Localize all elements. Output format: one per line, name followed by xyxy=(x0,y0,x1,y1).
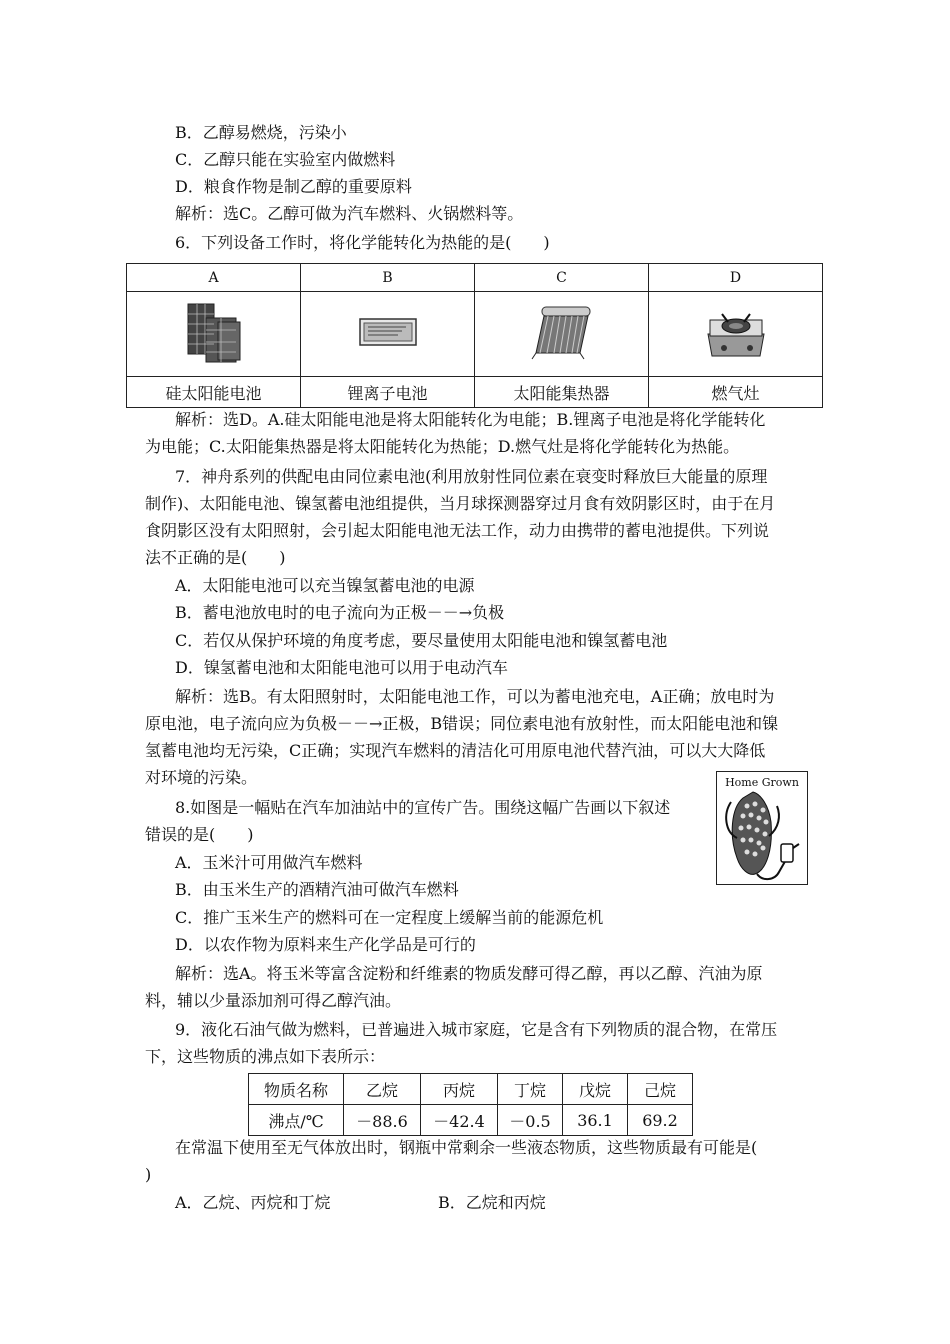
gas-stove-image xyxy=(649,292,823,377)
question-9-q-line2: ) xyxy=(145,1165,152,1184)
bp-header-pentane: 戊烷 xyxy=(563,1074,628,1105)
question-9-line1: 9．液化石油气做为燃料，已普遍进入城市家庭，它是含有下列物质的混合物，在常压 xyxy=(175,1020,778,1039)
answer-7-line2: 原电池，电子流向应为负极－－→正极，B错误；同位素电池有放射性，而太阳能电池和镍 xyxy=(145,714,779,733)
bp-header-ethane: 乙烷 xyxy=(344,1074,421,1105)
solar-panel-image xyxy=(127,292,301,377)
answer-6-line2: 为电能；C.太阳能集热器是将太阳能转化为热能；D.燃气灶是将化学能转化为热能。 xyxy=(145,437,740,456)
bp-pentane: 36.1 xyxy=(563,1105,628,1136)
col-header-a: A xyxy=(127,264,301,292)
devices-table xyxy=(126,263,823,408)
question-7-line1: 7．神舟系列的供配电由同位素电池(利用放射性同位素在衰变时释放巨大能量的原理 xyxy=(175,467,768,486)
option-8c: C．推广玉米生产的燃料可在一定程度上缓解当前的能源危机 xyxy=(175,908,604,927)
bp-propane: －42.4 xyxy=(421,1105,498,1136)
question-6-stem: 6．下列设备工作时，将化学能转化为热能的是( ) xyxy=(175,233,550,252)
corn-fuel-nozzle-icon xyxy=(717,788,807,884)
device-label-c: 太阳能集热器 xyxy=(475,377,649,408)
question-7-line2: 制作)、太阳能电池、镍氢蓄电池组提供，当月球探测器穿过月食有效阴影区时，由于在月 xyxy=(145,494,776,513)
option-9b: B．乙烷和丙烷 xyxy=(438,1193,546,1212)
bp-ethane: －88.6 xyxy=(344,1105,421,1136)
question-7-line4: 法不正确的是( ) xyxy=(145,548,286,567)
option-9a: A．乙烷、丙烷和丁烷 xyxy=(175,1193,331,1212)
answer-8-line2: 料，辅以少量添加剂可得乙醇汽油。 xyxy=(145,991,402,1010)
option-5c: C．乙醇只能在实验室内做燃料 xyxy=(175,150,396,169)
answer-6-line1: 解析：选D。A.硅太阳能电池是将太阳能转化为电能；B.锂离子电池是将化学能转化 xyxy=(175,410,766,429)
question-9-line2: 下，这些物质的沸点如下表所示： xyxy=(145,1047,386,1066)
option-7a: A．太阳能电池可以充当镍氢蓄电池的电源 xyxy=(175,576,475,595)
bp-butane: －0.5 xyxy=(498,1105,563,1136)
answer-7-line1: 解析：选B。有太阳照射时，太阳能电池工作，可以为蓄电池充电，A正确；放电时为 xyxy=(175,687,775,706)
answer-5: 解析：选C。乙醇可做为汽车燃料、火锅燃料等。 xyxy=(175,204,524,223)
option-8d: D．以农作物为原料来生产化学品是可行的 xyxy=(175,935,476,954)
bp-header-name: 物质名称 xyxy=(249,1074,344,1105)
option-8a: A．玉米汁可用做汽车燃料 xyxy=(175,853,363,872)
device-label-a: 硅太阳能电池 xyxy=(127,377,301,408)
device-label-b: 锂离子电池 xyxy=(301,377,475,408)
option-5d: D．粮食作物是制乙醇的重要原料 xyxy=(175,177,412,196)
lithium-battery-image xyxy=(301,292,475,377)
option-7c: C．若仅从保护环境的角度考虑，要尽量使用太阳能电池和镍氢蓄电池 xyxy=(175,631,668,650)
answer-7-line4: 对环境的污染。 xyxy=(145,768,258,787)
col-header-b: B xyxy=(301,264,475,292)
col-header-d: D xyxy=(649,264,823,292)
bp-header-butane: 丁烷 xyxy=(498,1074,563,1105)
option-7b: B．蓄电池放电时的电子流向为正极－－→负极 xyxy=(175,603,505,622)
solar-collector-image xyxy=(475,292,649,377)
bp-header-hexane: 己烷 xyxy=(628,1074,693,1105)
bp-label: 沸点/℃ xyxy=(249,1105,344,1136)
option-5b: B．乙醇易燃烧，污染小 xyxy=(175,123,347,142)
question-7-line3: 食阴影区没有太阳照射，会引起太阳能电池无法工作，动力由携带的蓄电池提供。下列说 xyxy=(145,521,770,540)
bp-hexane: 69.2 xyxy=(628,1105,693,1136)
ad-title: Home Grown xyxy=(725,776,799,789)
option-7d: D．镍氢蓄电池和太阳能电池可以用于电动汽车 xyxy=(175,658,508,677)
home-grown-ad xyxy=(716,771,808,885)
answer-7-line3: 氢蓄电池均无污染，C正确；实现汽车燃料的清洁化可用原电池代替汽油，可以大大降低 xyxy=(145,741,766,760)
option-8b: B．由玉米生产的酒精汽油可做汽车燃料 xyxy=(175,880,459,899)
device-label-d: 燃气灶 xyxy=(649,377,823,408)
question-9-q-line1: 在常温下使用至无气体放出时，钢瓶中常剩余一些液态物质，这些物质最有可能是( xyxy=(175,1138,758,1157)
question-8-line1: 8.如图是一幅贴在汽车加油站中的宣传广告。围绕这幅广告画以下叙述 xyxy=(175,798,671,817)
bp-header-propane: 丙烷 xyxy=(421,1074,498,1105)
col-header-c: C xyxy=(475,264,649,292)
question-8-line2: 错误的是( ) xyxy=(145,825,254,844)
answer-8-line1: 解析：选A。将玉米等富含淀粉和纤维素的物质发酵可得乙醇，再以乙醇、汽油为原 xyxy=(175,964,763,983)
boiling-point-table xyxy=(248,1073,693,1136)
